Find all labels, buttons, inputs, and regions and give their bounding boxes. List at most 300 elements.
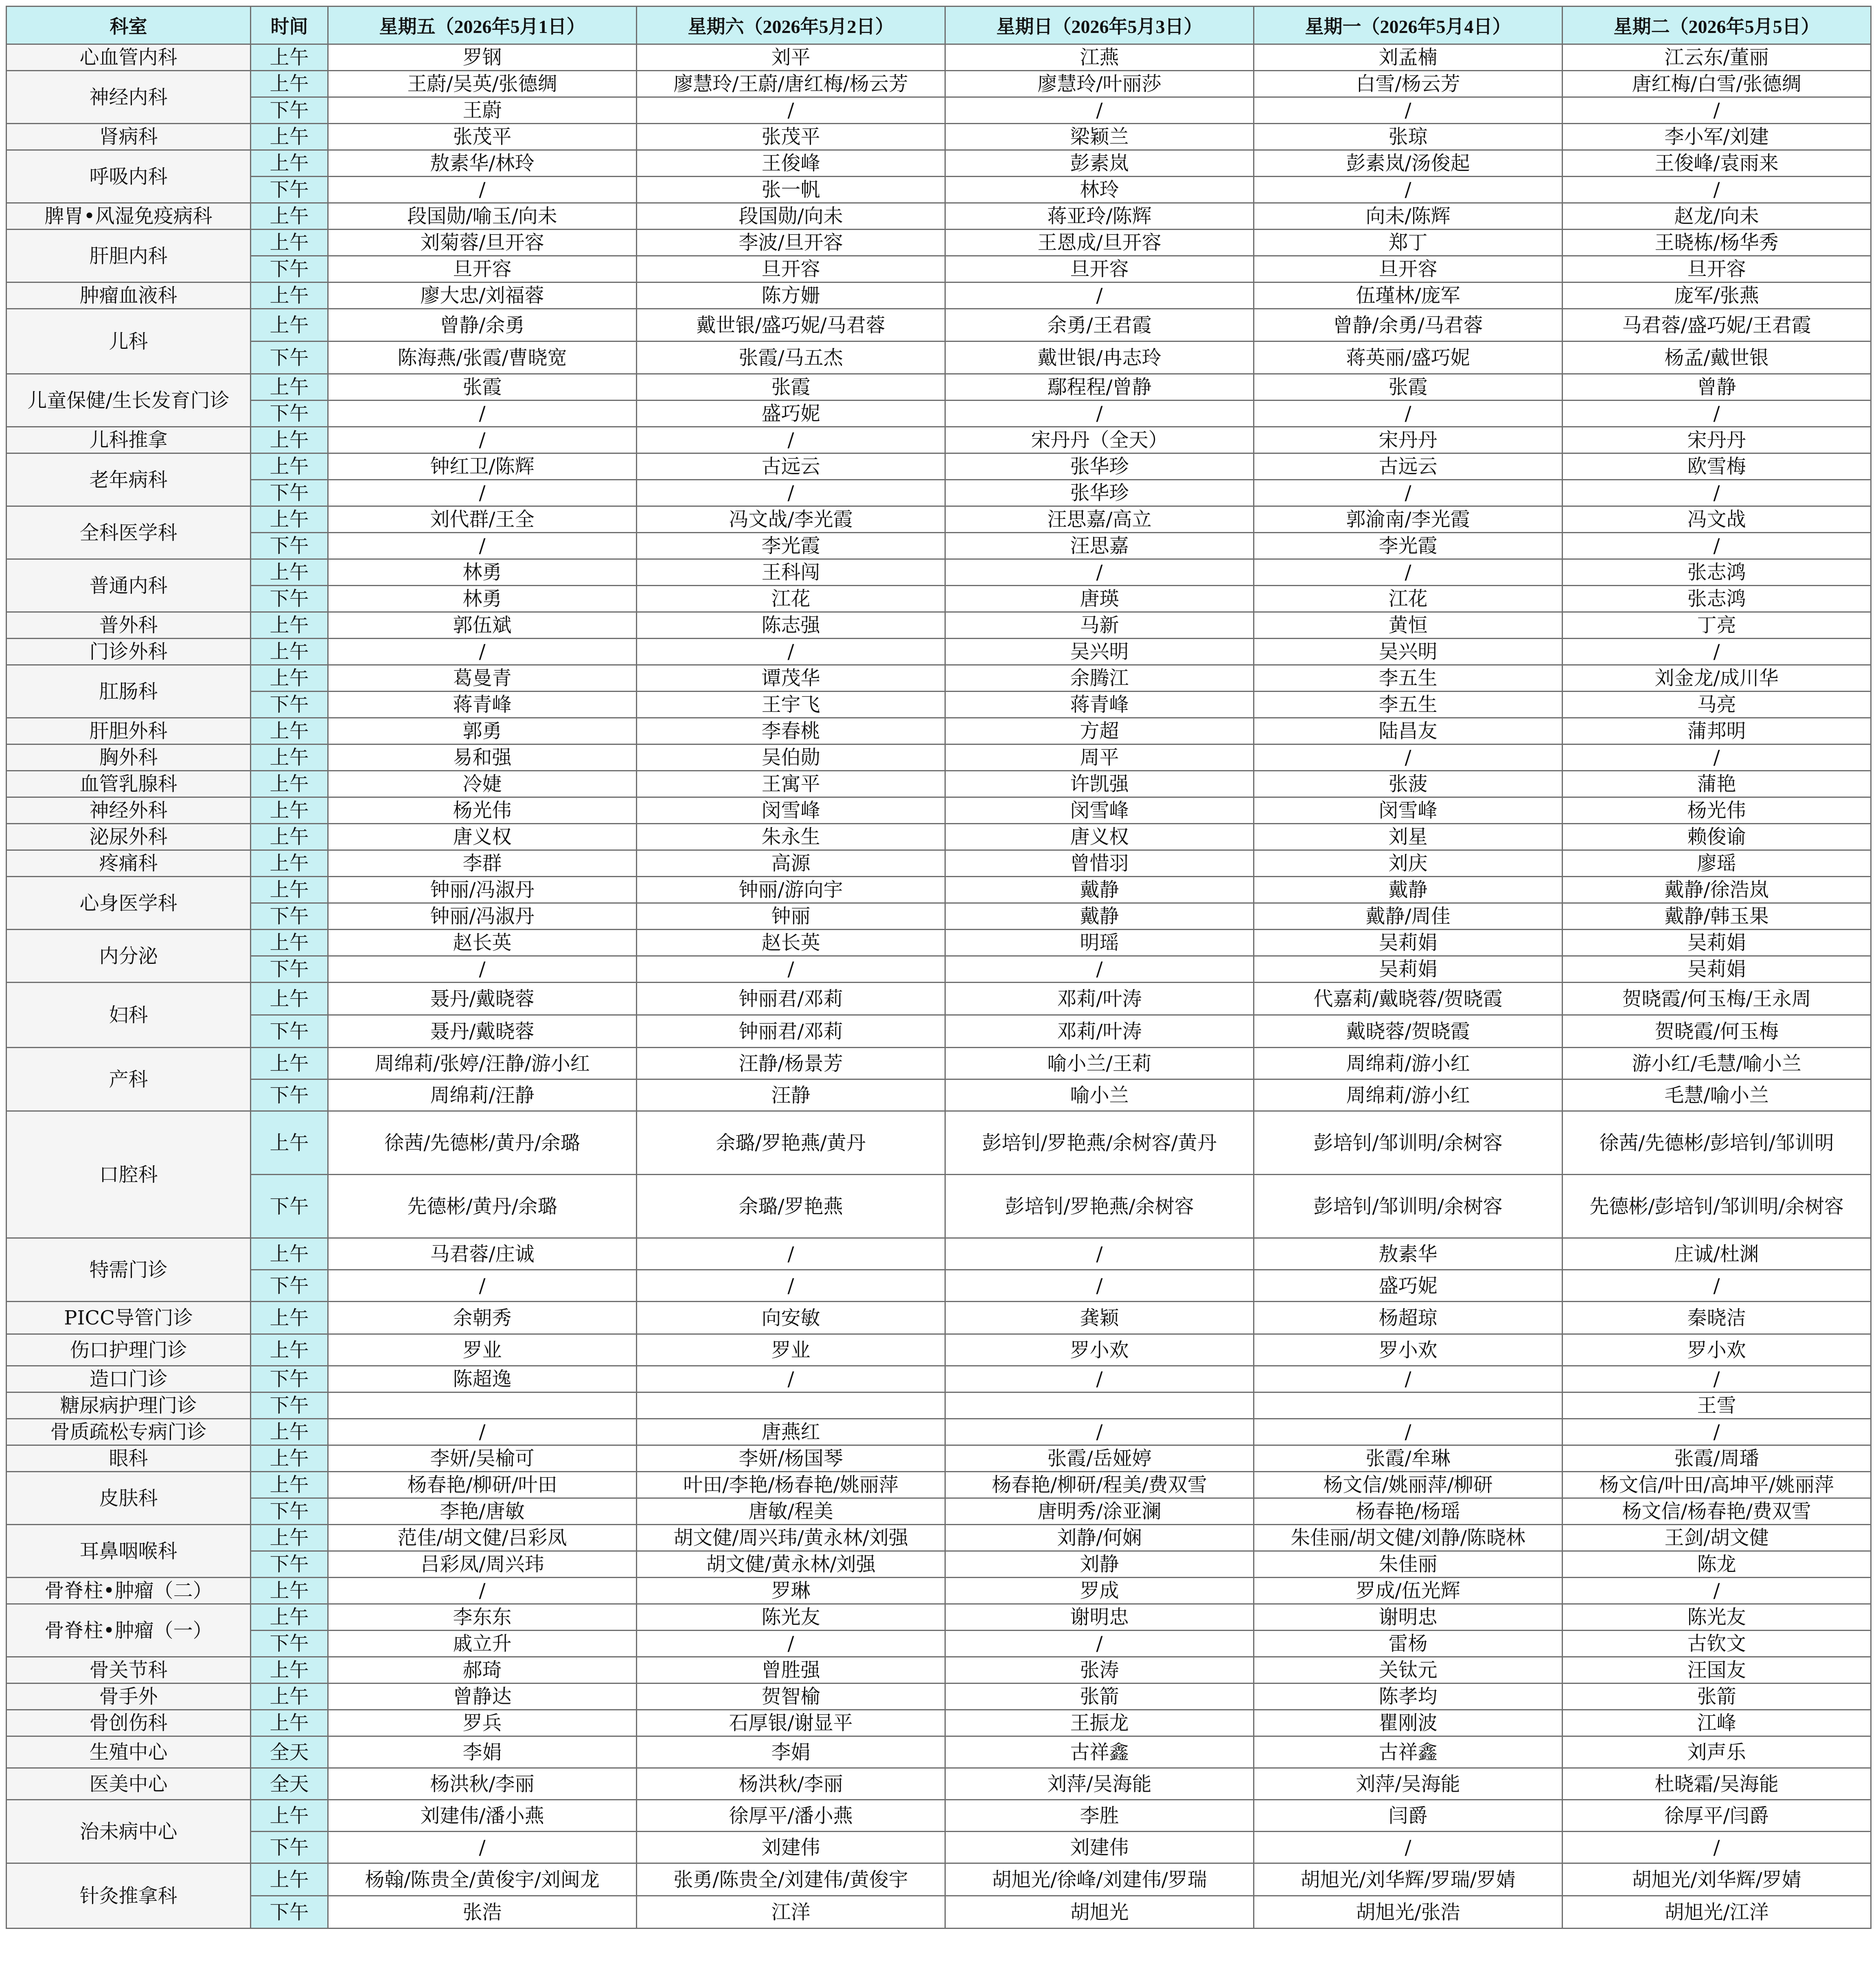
schedule-cell-sunday: 张霞/岳娅婷 xyxy=(945,1445,1254,1472)
department-name: 儿科推拿 xyxy=(7,427,251,453)
schedule-cell-tuesday: 庞军/张燕 xyxy=(1563,282,1871,309)
schedule-cell-tuesday: 游小红/毛慧/喻小兰 xyxy=(1563,1048,1871,1079)
schedule-cell-monday: 朱佳丽 xyxy=(1254,1551,1563,1578)
schedule-cell-sunday: / xyxy=(945,282,1254,309)
table-row xyxy=(7,1710,1871,1736)
schedule-cell-saturday: 石厚银/谢显平 xyxy=(637,1710,945,1736)
schedule-cell-tuesday: 庄诚/杜渊 xyxy=(1563,1238,1871,1270)
schedule-cell-sunday: 彭培钊/罗艳燕/余树容 xyxy=(945,1175,1254,1238)
schedule-cell-saturday: 汪静 xyxy=(637,1079,945,1111)
table-row xyxy=(7,1238,1871,1270)
table-row xyxy=(7,1334,1871,1366)
schedule-cell-sunday: 余勇/王君霞 xyxy=(945,309,1254,342)
table-row xyxy=(7,956,1871,983)
table-row xyxy=(7,1683,1871,1710)
time-slot: 下午 xyxy=(251,1896,328,1929)
schedule-cell-saturday: 陈志强 xyxy=(637,612,945,639)
schedule-cell-monday: 雷杨 xyxy=(1254,1631,1563,1657)
schedule-cell-friday xyxy=(328,1392,637,1419)
time-slot: 下午 xyxy=(251,903,328,930)
schedule-cell-tuesday: 唐红梅/白雪/张德绸 xyxy=(1563,71,1871,97)
schedule-cell-sunday: 林玲 xyxy=(945,177,1254,203)
schedule-cell-sunday: 胡旭光/徐峰/刘建伟/罗瑞 xyxy=(945,1863,1254,1896)
schedule-cell-tuesday: / xyxy=(1563,533,1871,559)
schedule-cell-tuesday: 王晓栋/杨华秀 xyxy=(1563,230,1871,256)
schedule-cell-saturday: / xyxy=(637,1238,945,1270)
schedule-cell-friday: / xyxy=(328,427,637,453)
schedule-cell-sunday: 古祥鑫 xyxy=(945,1736,1254,1768)
schedule-cell-sunday: / xyxy=(945,1419,1254,1445)
schedule-cell-sunday: 闵雪峰 xyxy=(945,797,1254,824)
table-row xyxy=(7,506,1871,533)
time-slot: 上午 xyxy=(251,309,328,342)
schedule-cell-monday: 彭培钊/邹训明/余树容 xyxy=(1254,1111,1563,1175)
schedule-cell-saturday: 汪静/杨景芳 xyxy=(637,1048,945,1079)
schedule-cell-tuesday: / xyxy=(1563,1270,1871,1302)
schedule-cell-monday: 古祥鑫 xyxy=(1254,1736,1563,1768)
department-name: 泌尿外科 xyxy=(7,824,251,850)
table-row xyxy=(7,97,1871,124)
schedule-cell-saturday: 陈光友 xyxy=(637,1604,945,1631)
table-row xyxy=(7,1551,1871,1578)
schedule-cell-saturday: 古远云 xyxy=(637,453,945,480)
table-row xyxy=(7,824,1871,850)
table-row xyxy=(7,1604,1871,1631)
schedule-cell-saturday: 叶田/李艳/杨春艳/姚丽萍 xyxy=(637,1472,945,1498)
schedule-cell-sunday: 旦开容 xyxy=(945,256,1254,282)
department-name: 肿瘤血液科 xyxy=(7,282,251,309)
schedule-cell-monday: 刘孟楠 xyxy=(1254,44,1563,71)
department-name: 心血管内科 xyxy=(7,44,251,71)
schedule-cell-tuesday: / xyxy=(1563,177,1871,203)
schedule-cell-tuesday: / xyxy=(1563,97,1871,124)
time-slot: 上午 xyxy=(251,1800,328,1832)
schedule-cell-tuesday: 徐厚平/闫爵 xyxy=(1563,1800,1871,1832)
schedule-cell-tuesday: 赖俊谕 xyxy=(1563,824,1871,850)
schedule-cell-sunday: 宋丹丹（全天） xyxy=(945,427,1254,453)
header-department: 科室 xyxy=(7,7,251,44)
schedule-cell-friday: 赵长英 xyxy=(328,930,637,956)
schedule-cell-sunday: / xyxy=(945,401,1254,427)
schedule-cell-friday: 先德彬/黄丹/余璐 xyxy=(328,1175,637,1238)
time-slot: 上午 xyxy=(251,1604,328,1631)
schedule-cell-tuesday: 刘声乐 xyxy=(1563,1736,1871,1768)
schedule-cell-sunday: 王振龙 xyxy=(945,1710,1254,1736)
schedule-cell-friday: 范佳/胡文健/吕彩凤 xyxy=(328,1525,637,1551)
schedule-cell-sunday: 唐瑛 xyxy=(945,586,1254,612)
department-name: 儿科 xyxy=(7,309,251,374)
time-slot: 上午 xyxy=(251,1445,328,1472)
schedule-cell-saturday: / xyxy=(637,97,945,124)
schedule-cell-friday: 余朝秀 xyxy=(328,1302,637,1334)
department-name: 肝胆外科 xyxy=(7,718,251,744)
schedule-cell-sunday: / xyxy=(945,97,1254,124)
schedule-cell-saturday: 冯文战/李光霞 xyxy=(637,506,945,533)
header-friday: 星期五（2026年5月1日） xyxy=(328,7,637,44)
schedule-cell-friday: 李妍/吴榆可 xyxy=(328,1445,637,1472)
schedule-cell-tuesday: 旦开容 xyxy=(1563,256,1871,282)
schedule-cell-sunday: 许凯强 xyxy=(945,771,1254,797)
department-name: PICC导管门诊 xyxy=(7,1302,251,1334)
schedule-cell-friday: 李东东 xyxy=(328,1604,637,1631)
schedule-cell-tuesday: 胡旭光/江洋 xyxy=(1563,1896,1871,1929)
schedule-cell-friday: 李娟 xyxy=(328,1736,637,1768)
time-slot: 上午 xyxy=(251,1525,328,1551)
table-row xyxy=(7,1896,1871,1929)
schedule-cell-sunday: 邓莉/叶涛 xyxy=(945,1015,1254,1048)
schedule-cell-sunday: 王恩成/旦开容 xyxy=(945,230,1254,256)
department-name: 疼痛科 xyxy=(7,850,251,877)
schedule-cell-tuesday: 杨光伟 xyxy=(1563,797,1871,824)
schedule-cell-friday: / xyxy=(328,956,637,983)
schedule-cell-sunday: 马新 xyxy=(945,612,1254,639)
schedule-cell-monday: 戴晓蓉/贺晓霞 xyxy=(1254,1015,1563,1048)
schedule-cell-saturday: 张霞 xyxy=(637,374,945,401)
table-row xyxy=(7,374,1871,401)
schedule-cell-friday: 钟丽/冯淑丹 xyxy=(328,903,637,930)
time-slot: 下午 xyxy=(251,1079,328,1111)
schedule-cell-friday: 刘建伟/潘小燕 xyxy=(328,1800,637,1832)
table-row xyxy=(7,256,1871,282)
schedule-cell-friday: 葛曼青 xyxy=(328,665,637,692)
schedule-cell-saturday: 杨洪秋/李丽 xyxy=(637,1768,945,1800)
schedule-cell-monday: 曾静/余勇/马君蓉 xyxy=(1254,309,1563,342)
schedule-cell-sunday: 彭素岚 xyxy=(945,150,1254,177)
department-name: 糖尿病护理门诊 xyxy=(7,1392,251,1419)
time-slot: 全天 xyxy=(251,1768,328,1800)
table-row xyxy=(7,480,1871,506)
schedule-cell-saturday: 廖慧玲/王蔚/唐红梅/杨云芳 xyxy=(637,71,945,97)
schedule-cell-monday: 闵雪峰 xyxy=(1254,797,1563,824)
schedule-cell-saturday: 刘建伟 xyxy=(637,1832,945,1863)
schedule-cell-sunday: 张华珍 xyxy=(945,453,1254,480)
schedule-cell-friday: 郝琦 xyxy=(328,1657,637,1683)
department-name: 骨关节科 xyxy=(7,1657,251,1683)
schedule-cell-saturday: / xyxy=(637,427,945,453)
schedule-cell-monday: 刘萍/吴海能 xyxy=(1254,1768,1563,1800)
table-row xyxy=(7,1392,1871,1419)
time-slot: 下午 xyxy=(251,1498,328,1525)
time-slot: 下午 xyxy=(251,1366,328,1392)
time-slot: 上午 xyxy=(251,1111,328,1175)
schedule-cell-friday: 陈海燕/张霞/曹晓宽 xyxy=(328,342,637,374)
schedule-cell-sunday: / xyxy=(945,559,1254,586)
schedule-cell-tuesday: 王俊峰/袁雨来 xyxy=(1563,150,1871,177)
table-row xyxy=(7,586,1871,612)
table-row xyxy=(7,44,1871,71)
schedule-cell-monday: / xyxy=(1254,1419,1563,1445)
schedule-cell-saturday: 余璐/罗艳燕 xyxy=(637,1175,945,1238)
schedule-cell-friday: 罗钢 xyxy=(328,44,637,71)
time-slot: 上午 xyxy=(251,824,328,850)
table-row xyxy=(7,309,1871,342)
schedule-cell-friday: / xyxy=(328,639,637,665)
schedule-cell-monday: 宋丹丹 xyxy=(1254,427,1563,453)
department-name: 肾病科 xyxy=(7,124,251,150)
schedule-cell-saturday: 李春桃 xyxy=(637,718,945,744)
schedule-cell-sunday: 戴静 xyxy=(945,877,1254,903)
table-row xyxy=(7,1631,1871,1657)
schedule-cell-monday: 郑丁 xyxy=(1254,230,1563,256)
schedule-cell-friday: 蒋青峰 xyxy=(328,692,637,718)
schedule-cell-monday: 古远云 xyxy=(1254,453,1563,480)
schedule-cell-monday: 李五生 xyxy=(1254,665,1563,692)
schedule-cell-sunday: 江燕 xyxy=(945,44,1254,71)
table-row xyxy=(7,559,1871,586)
schedule-cell-tuesday: 蒲艳 xyxy=(1563,771,1871,797)
table-row xyxy=(7,1768,1871,1800)
schedule-cell-monday: 周绵莉/游小红 xyxy=(1254,1048,1563,1079)
schedule-cell-saturday: 罗琳 xyxy=(637,1578,945,1604)
schedule-cell-saturday: 钟丽君/邓莉 xyxy=(637,983,945,1015)
table-row xyxy=(7,1525,1871,1551)
schedule-cell-monday: 罗小欢 xyxy=(1254,1334,1563,1366)
schedule-cell-tuesday: 陈光友 xyxy=(1563,1604,1871,1631)
schedule-cell-saturday: 胡文健/黄永林/刘强 xyxy=(637,1551,945,1578)
department-name: 脾胃•风湿免疫病科 xyxy=(7,203,251,230)
schedule-cell-monday: / xyxy=(1254,559,1563,586)
schedule-cell-friday: 廖大忠/刘福蓉 xyxy=(328,282,637,309)
schedule-cell-sunday: 刘建伟 xyxy=(945,1832,1254,1863)
time-slot: 下午 xyxy=(251,401,328,427)
schedule-cell-friday: 杨洪秋/李丽 xyxy=(328,1768,637,1800)
schedule-cell-tuesday: 贺晓霞/何玉梅 xyxy=(1563,1015,1871,1048)
schedule-cell-saturday xyxy=(637,1392,945,1419)
schedule-cell-saturday: 钟丽君/邓莉 xyxy=(637,1015,945,1048)
schedule-cell-monday: 白雪/杨云芳 xyxy=(1254,71,1563,97)
table-row xyxy=(7,1175,1871,1238)
schedule-cell-sunday: 曾惜羽 xyxy=(945,850,1254,877)
time-slot: 上午 xyxy=(251,665,328,692)
department-name: 神经内科 xyxy=(7,71,251,124)
schedule-cell-saturday: 李娟 xyxy=(637,1736,945,1768)
time-slot: 下午 xyxy=(251,1270,328,1302)
schedule-cell-monday: 陈孝均 xyxy=(1254,1683,1563,1710)
schedule-cell-tuesday: 欧雪梅 xyxy=(1563,453,1871,480)
table-row xyxy=(7,1445,1871,1472)
schedule-cell-saturday: 胡文健/周兴玮/黄永林/刘强 xyxy=(637,1525,945,1551)
table-row xyxy=(7,1736,1871,1768)
schedule-cell-tuesday: 廖瑶 xyxy=(1563,850,1871,877)
schedule-cell-friday: 段国勋/喻玉/向未 xyxy=(328,203,637,230)
schedule-cell-monday: 朱佳丽/胡文健/刘静/陈晓林 xyxy=(1254,1525,1563,1551)
schedule-cell-monday: 吴兴明 xyxy=(1254,639,1563,665)
schedule-cell-friday: 张茂平 xyxy=(328,124,637,150)
schedule-cell-sunday: 张涛 xyxy=(945,1657,1254,1683)
schedule-cell-friday: 李艳/唐敏 xyxy=(328,1498,637,1525)
schedule-cell-friday: 戚立升 xyxy=(328,1631,637,1657)
schedule-cell-friday: 杨春艳/柳研/叶田 xyxy=(328,1472,637,1498)
schedule-cell-sunday: / xyxy=(945,1270,1254,1302)
schedule-cell-friday: 曾静/余勇 xyxy=(328,309,637,342)
department-name: 全科医学科 xyxy=(7,506,251,559)
department-name: 门诊外科 xyxy=(7,639,251,665)
schedule-cell-monday: 杨文信/姚丽萍/柳研 xyxy=(1254,1472,1563,1498)
department-name: 骨脊柱•肿瘤（一） xyxy=(7,1604,251,1657)
schedule-cell-monday: 刘星 xyxy=(1254,824,1563,850)
time-slot: 上午 xyxy=(251,71,328,97)
schedule-cell-monday: 闫爵 xyxy=(1254,1800,1563,1832)
schedule-cell-saturday: 曾胜强 xyxy=(637,1657,945,1683)
schedule-cell-sunday: 蒋青峰 xyxy=(945,692,1254,718)
department-name: 产科 xyxy=(7,1048,251,1111)
schedule-cell-tuesday: 戴静/韩玉果 xyxy=(1563,903,1871,930)
schedule-cell-saturday: 贺智榆 xyxy=(637,1683,945,1710)
schedule-cell-tuesday: / xyxy=(1563,401,1871,427)
header-time: 时间 xyxy=(251,7,328,44)
schedule-cell-friday: 周绵莉/汪静 xyxy=(328,1079,637,1111)
header-saturday: 星期六（2026年5月2日） xyxy=(637,7,945,44)
schedule-cell-sunday: 鄢程程/曾静 xyxy=(945,374,1254,401)
schedule-cell-saturday: 李妍/杨国琴 xyxy=(637,1445,945,1472)
schedule-cell-friday: 陈超逸 xyxy=(328,1366,637,1392)
schedule-cell-tuesday: 张志鸿 xyxy=(1563,559,1871,586)
schedule-cell-tuesday: 赵龙/向未 xyxy=(1563,203,1871,230)
time-slot: 下午 xyxy=(251,1392,328,1419)
schedule-cell-sunday: 梁颖兰 xyxy=(945,124,1254,150)
department-name: 神经外科 xyxy=(7,797,251,824)
schedule-cell-tuesday: 贺晓霞/何玉梅/王永周 xyxy=(1563,983,1871,1015)
time-slot: 上午 xyxy=(251,612,328,639)
schedule-cell-friday: 唐义权 xyxy=(328,824,637,850)
table-row xyxy=(7,71,1871,97)
schedule-cell-sunday: 谢明忠 xyxy=(945,1604,1254,1631)
schedule-cell-saturday: 向安敏 xyxy=(637,1302,945,1334)
schedule-cell-monday: 蒋英丽/盛巧妮 xyxy=(1254,342,1563,374)
time-slot: 上午 xyxy=(251,744,328,771)
schedule-cell-tuesday: 张志鸿 xyxy=(1563,586,1871,612)
time-slot: 上午 xyxy=(251,797,328,824)
time-slot: 下午 xyxy=(251,1015,328,1048)
schedule-cell-tuesday: 罗小欢 xyxy=(1563,1334,1871,1366)
time-slot: 全天 xyxy=(251,1736,328,1768)
schedule-cell-tuesday: / xyxy=(1563,1578,1871,1604)
schedule-cell-sunday: 刘萍/吴海能 xyxy=(945,1768,1254,1800)
schedule-cell-saturday: 张茂平 xyxy=(637,124,945,150)
table-row xyxy=(7,1800,1871,1832)
table-row xyxy=(7,1419,1871,1445)
table-row xyxy=(7,1302,1871,1334)
time-slot: 上午 xyxy=(251,1683,328,1710)
schedule-cell-sunday: / xyxy=(945,1366,1254,1392)
table-row xyxy=(7,203,1871,230)
schedule-cell-monday: 彭培钊/邹训明/余树容 xyxy=(1254,1175,1563,1238)
schedule-cell-monday: 罗成/伍光辉 xyxy=(1254,1578,1563,1604)
schedule-cell-sunday: 邓莉/叶涛 xyxy=(945,983,1254,1015)
schedule-cell-tuesday: 汪国友 xyxy=(1563,1657,1871,1683)
schedule-cell-friday: / xyxy=(328,1270,637,1302)
schedule-cell-friday: / xyxy=(328,401,637,427)
table-row xyxy=(7,850,1871,877)
schedule-cell-friday: / xyxy=(328,1419,637,1445)
schedule-cell-monday: 周绵莉/游小红 xyxy=(1254,1079,1563,1111)
table-row xyxy=(7,230,1871,256)
time-slot: 上午 xyxy=(251,1472,328,1498)
table-row xyxy=(7,718,1871,744)
table-row xyxy=(7,1578,1871,1604)
schedule-cell-sunday: 喻小兰 xyxy=(945,1079,1254,1111)
table-row xyxy=(7,665,1871,692)
schedule-cell-tuesday: 张霞/周璠 xyxy=(1563,1445,1871,1472)
schedule-cell-monday: / xyxy=(1254,177,1563,203)
time-slot: 上午 xyxy=(251,1710,328,1736)
schedule-cell-saturday: 高源 xyxy=(637,850,945,877)
time-slot: 上午 xyxy=(251,374,328,401)
schedule-cell-saturday: / xyxy=(637,956,945,983)
schedule-cell-tuesday: / xyxy=(1563,1366,1871,1392)
time-slot: 上午 xyxy=(251,930,328,956)
schedule-cell-tuesday: 杨孟/戴世银 xyxy=(1563,342,1871,374)
schedule-cell-monday: 杨春艳/杨瑶 xyxy=(1254,1498,1563,1525)
time-slot: 上午 xyxy=(251,718,328,744)
schedule-cell-friday: 杨光伟 xyxy=(328,797,637,824)
schedule-cell-friday: / xyxy=(328,1578,637,1604)
schedule-cell-monday xyxy=(1254,1392,1563,1419)
schedule-cell-saturday: 陈方姗 xyxy=(637,282,945,309)
schedule-cell-tuesday: 吴莉娟 xyxy=(1563,956,1871,983)
schedule-cell-tuesday: / xyxy=(1563,639,1871,665)
department-name: 内分泌 xyxy=(7,930,251,983)
schedule-cell-friday: 杨翰/陈贵全/黄俊宇/刘闽龙 xyxy=(328,1863,637,1896)
schedule-cell-tuesday: 王雪 xyxy=(1563,1392,1871,1419)
schedule-cell-saturday: / xyxy=(637,1631,945,1657)
schedule-cell-monday: 旦开容 xyxy=(1254,256,1563,282)
department-name: 肝胆内科 xyxy=(7,230,251,282)
schedule-cell-monday: 刘庆 xyxy=(1254,850,1563,877)
schedule-cell-tuesday: / xyxy=(1563,744,1871,771)
schedule-cell-saturday: 王科闯 xyxy=(637,559,945,586)
schedule-cell-sunday: 龚颖 xyxy=(945,1302,1254,1334)
schedule-cell-saturday: 余璐/罗艳燕/黄丹 xyxy=(637,1111,945,1175)
schedule-cell-tuesday: 毛慧/喻小兰 xyxy=(1563,1079,1871,1111)
schedule-cell-friday: 刘代群/王全 xyxy=(328,506,637,533)
time-slot: 下午 xyxy=(251,342,328,374)
table-row xyxy=(7,903,1871,930)
table-row xyxy=(7,930,1871,956)
department-name: 胸外科 xyxy=(7,744,251,771)
table-row xyxy=(7,1472,1871,1498)
time-slot: 上午 xyxy=(251,639,328,665)
time-slot: 上午 xyxy=(251,1657,328,1683)
schedule-cell-monday: / xyxy=(1254,744,1563,771)
time-slot: 上午 xyxy=(251,1334,328,1366)
department-name: 医美中心 xyxy=(7,1768,251,1800)
table-row xyxy=(7,1832,1871,1863)
schedule-cell-friday: 郭勇 xyxy=(328,718,637,744)
schedule-cell-saturday: 刘平 xyxy=(637,44,945,71)
schedule-cell-saturday: / xyxy=(637,480,945,506)
schedule-cell-sunday: 余腾江 xyxy=(945,665,1254,692)
time-slot: 上午 xyxy=(251,282,328,309)
schedule-cell-tuesday: 曾静 xyxy=(1563,374,1871,401)
table-row xyxy=(7,282,1871,309)
time-slot: 上午 xyxy=(251,1048,328,1079)
schedule-cell-saturday: 戴世银/盛巧妮/马君蓉 xyxy=(637,309,945,342)
schedule-cell-sunday: 汪思嘉/高立 xyxy=(945,506,1254,533)
schedule-cell-sunday: 唐明秀/涂亚澜 xyxy=(945,1498,1254,1525)
department-name: 骨脊柱•肿瘤（二） xyxy=(7,1578,251,1604)
header-monday: 星期一（2026年5月4日） xyxy=(1254,7,1563,44)
time-slot: 上午 xyxy=(251,1238,328,1270)
schedule-cell-tuesday: / xyxy=(1563,1832,1871,1863)
table-row xyxy=(7,692,1871,718)
table-row xyxy=(7,1015,1871,1048)
schedule-cell-monday: 吴莉娟 xyxy=(1254,956,1563,983)
department-name: 造口门诊 xyxy=(7,1366,251,1392)
time-slot: 下午 xyxy=(251,1832,328,1863)
table-row xyxy=(7,1270,1871,1302)
schedule-cell-friday: 罗业 xyxy=(328,1334,637,1366)
